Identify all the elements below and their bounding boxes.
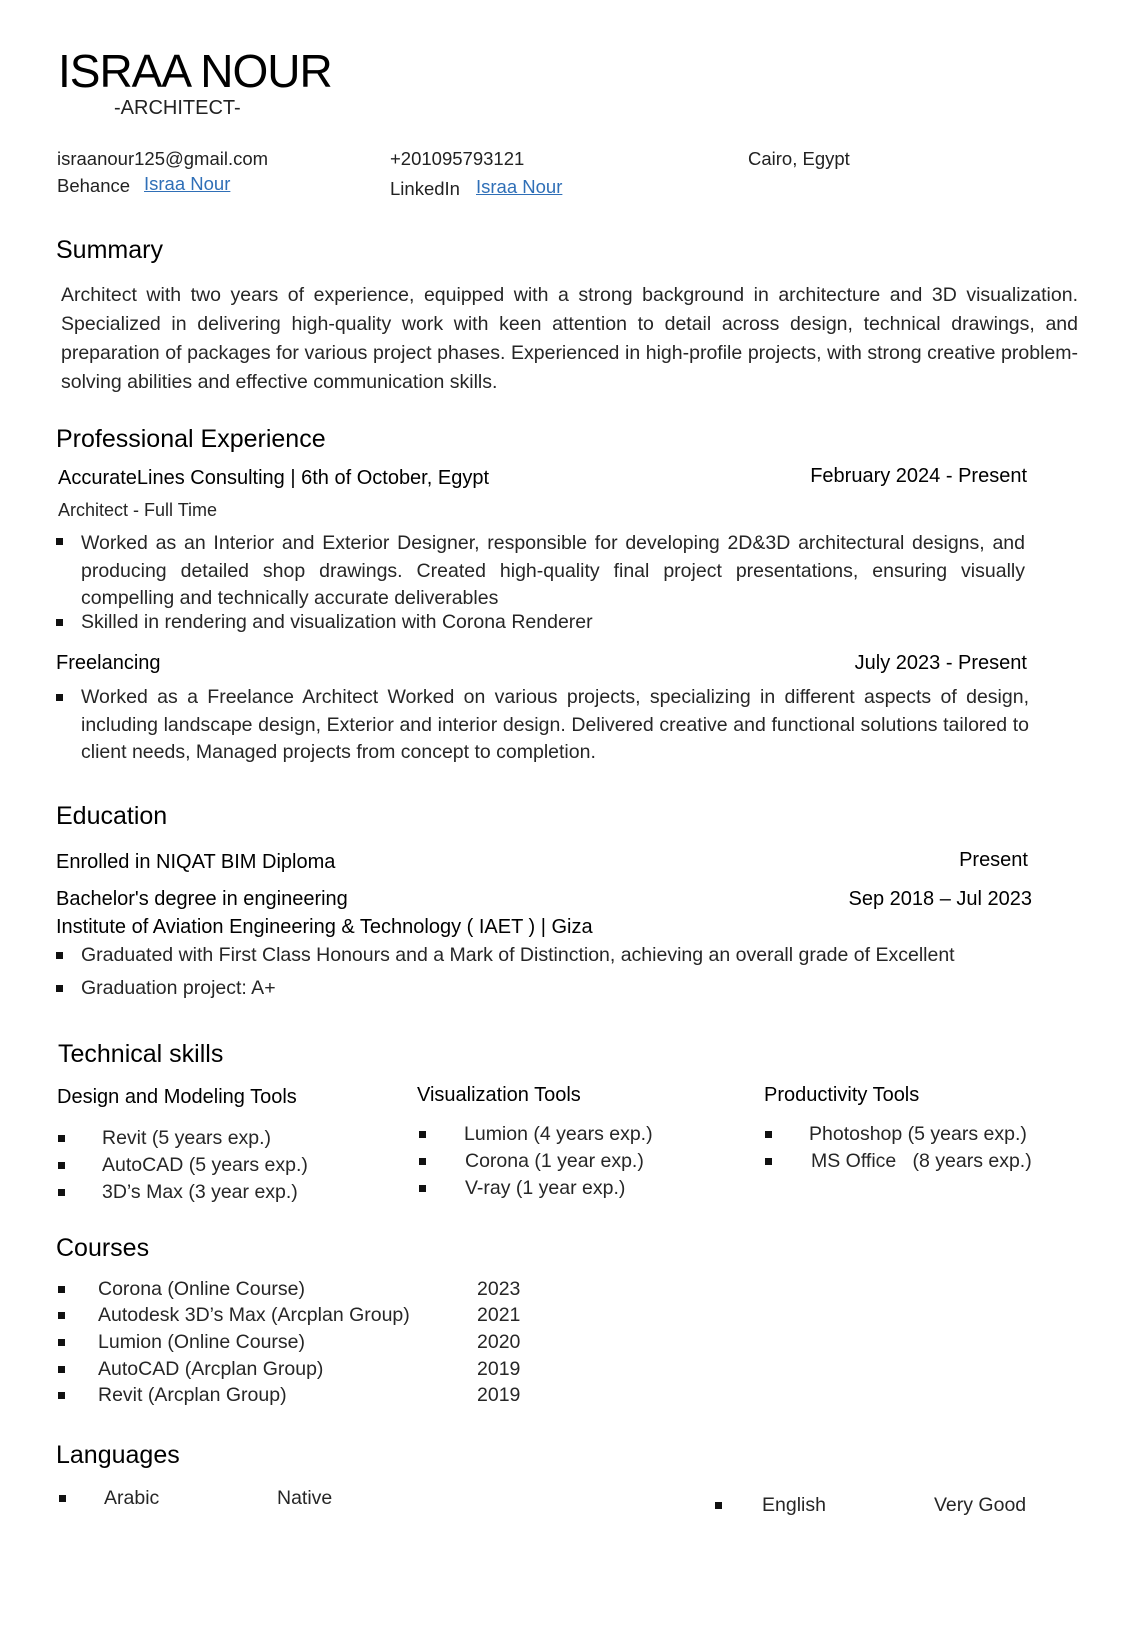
bullet-icon xyxy=(56,619,63,626)
course-year: 2021 xyxy=(477,1304,521,1326)
language-name: Arabic xyxy=(104,1487,160,1509)
education-dates: Sep 2018 – Jul 2023 xyxy=(848,888,1032,910)
job-bullet: Skilled in rendering and visualization with Corona Renderer xyxy=(81,611,593,633)
bullet-icon xyxy=(58,1162,65,1169)
education-institute: Institute of Aviation Engineering & Technology ( IAET ) | Giza xyxy=(56,916,593,938)
bullet-icon xyxy=(58,1135,65,1142)
skill-item: Revit (5 years exp.) xyxy=(102,1127,272,1149)
bullet-icon xyxy=(58,1392,65,1399)
job-role: Architect - Full Time xyxy=(58,500,218,520)
skill-group-title: Productivity Tools xyxy=(764,1084,920,1106)
skills-heading: Technical skills xyxy=(58,1040,224,1068)
course-name: AutoCAD (Arcplan Group) xyxy=(98,1358,324,1380)
behance-link[interactable]: Israa Nour xyxy=(144,173,231,194)
job-company: Freelancing xyxy=(56,652,161,674)
candidate-title: -ARCHITECT- xyxy=(114,97,241,119)
education-title: Enrolled in NIQAT BIM Diploma xyxy=(56,851,336,873)
behance-label: Behance xyxy=(57,175,131,196)
bullet-icon xyxy=(58,1189,65,1196)
language-level: Native xyxy=(277,1487,333,1509)
course-name: Corona (Online Course) xyxy=(98,1278,306,1300)
courses-heading: Courses xyxy=(56,1234,150,1262)
job-bullet: Worked as an Interior and Exterior Designer, responsible for developing 2D&3D architectural designs, and producing detailed shop drawings. Created high-quality final project presentations, ensuring visually compelling and technically accurate deliverables xyxy=(81,532,1025,609)
job-dates: July 2023 - Present xyxy=(854,652,1027,674)
education-dates: Present xyxy=(959,849,1028,871)
language-level: Very Good xyxy=(934,1494,1027,1516)
bullet-icon xyxy=(58,1286,65,1293)
course-name: Revit (Arcplan Group) xyxy=(98,1384,287,1406)
bullet-icon xyxy=(765,1131,772,1138)
education-bullet: Graduation project: A+ xyxy=(81,977,276,999)
skill-item: MS Office (8 years exp.) xyxy=(811,1150,1032,1172)
bullet-icon xyxy=(419,1131,426,1138)
languages-heading: Languages xyxy=(56,1441,180,1469)
job-company: AccurateLines Consulting | 6th of October, Egypt xyxy=(58,467,489,489)
job-dates: February 2024 - Present xyxy=(810,465,1027,487)
bullet-icon xyxy=(58,1366,65,1373)
skill-group-title: Design and Modeling Tools xyxy=(57,1086,297,1108)
skill-item: Corona (1 year exp.) xyxy=(465,1150,644,1172)
skill-item: Photoshop (5 years exp.) xyxy=(809,1123,1027,1145)
bullet-icon xyxy=(56,538,63,545)
course-year: 2020 xyxy=(477,1331,521,1353)
bullet-icon xyxy=(715,1502,722,1509)
phone: +201095793121 xyxy=(390,148,525,169)
summary-heading: Summary xyxy=(56,236,163,264)
language-name: English xyxy=(762,1494,826,1516)
education-bullet: Graduated with First Class Honours and a Mark of Distinction, achieving an overall grade of Excellent xyxy=(81,944,955,966)
education-title: Bachelor's degree in engineering xyxy=(56,888,348,910)
bullet-icon xyxy=(58,1339,65,1346)
education-heading: Education xyxy=(56,802,168,830)
experience-heading: Professional Experience xyxy=(56,425,326,453)
candidate-name: ISRAA NOUR xyxy=(58,45,332,97)
bullet-icon xyxy=(59,1495,66,1502)
skill-item: V-ray (1 year exp.) xyxy=(465,1177,626,1199)
bullet-icon xyxy=(419,1185,426,1192)
skill-item: AutoCAD (5 years exp.) xyxy=(102,1154,308,1176)
location: Cairo, Egypt xyxy=(748,148,850,169)
linkedin-label: LinkedIn xyxy=(390,178,460,199)
bullet-icon xyxy=(58,1312,65,1319)
job-bullet: Worked as a Freelance Architect Worked on various projects, specializing in different aspects of design, including landscape design, Exterior and interior design. Delivered creative and functional solutions tailored to client needs, Managed projects from concept to completion. xyxy=(81,686,1029,763)
skill-item: Lumion (4 years exp.) xyxy=(464,1123,653,1145)
bullet-icon xyxy=(56,694,63,701)
bullet-icon xyxy=(419,1158,426,1165)
linkedin-link[interactable]: Israa Nour xyxy=(476,176,563,197)
skill-item: 3D’s Max (3 year exp.) xyxy=(102,1181,298,1203)
bullet-icon xyxy=(765,1158,772,1165)
email: israanour125@gmail.com xyxy=(57,148,269,169)
course-name: Lumion (Online Course) xyxy=(98,1331,306,1353)
bullet-icon xyxy=(56,985,63,992)
course-year: 2023 xyxy=(477,1278,521,1300)
course-year: 2019 xyxy=(477,1358,521,1380)
summary-text: Architect with two years of experience, equipped with a strong background in architecture and 3D visualization. Specialized in delivering high-quality work with keen attention to detail across design, technical drawings, and preparation of packages for various project phases. Experienced in high-profile projects, with strong creative problem-solving abilities and effective communication skills. xyxy=(61,284,1078,393)
skill-group-title: Visualization Tools xyxy=(417,1084,581,1106)
bullet-icon xyxy=(56,952,63,959)
course-year: 2019 xyxy=(477,1384,521,1406)
course-name: Autodesk 3D’s Max (Arcplan Group) xyxy=(98,1304,410,1326)
